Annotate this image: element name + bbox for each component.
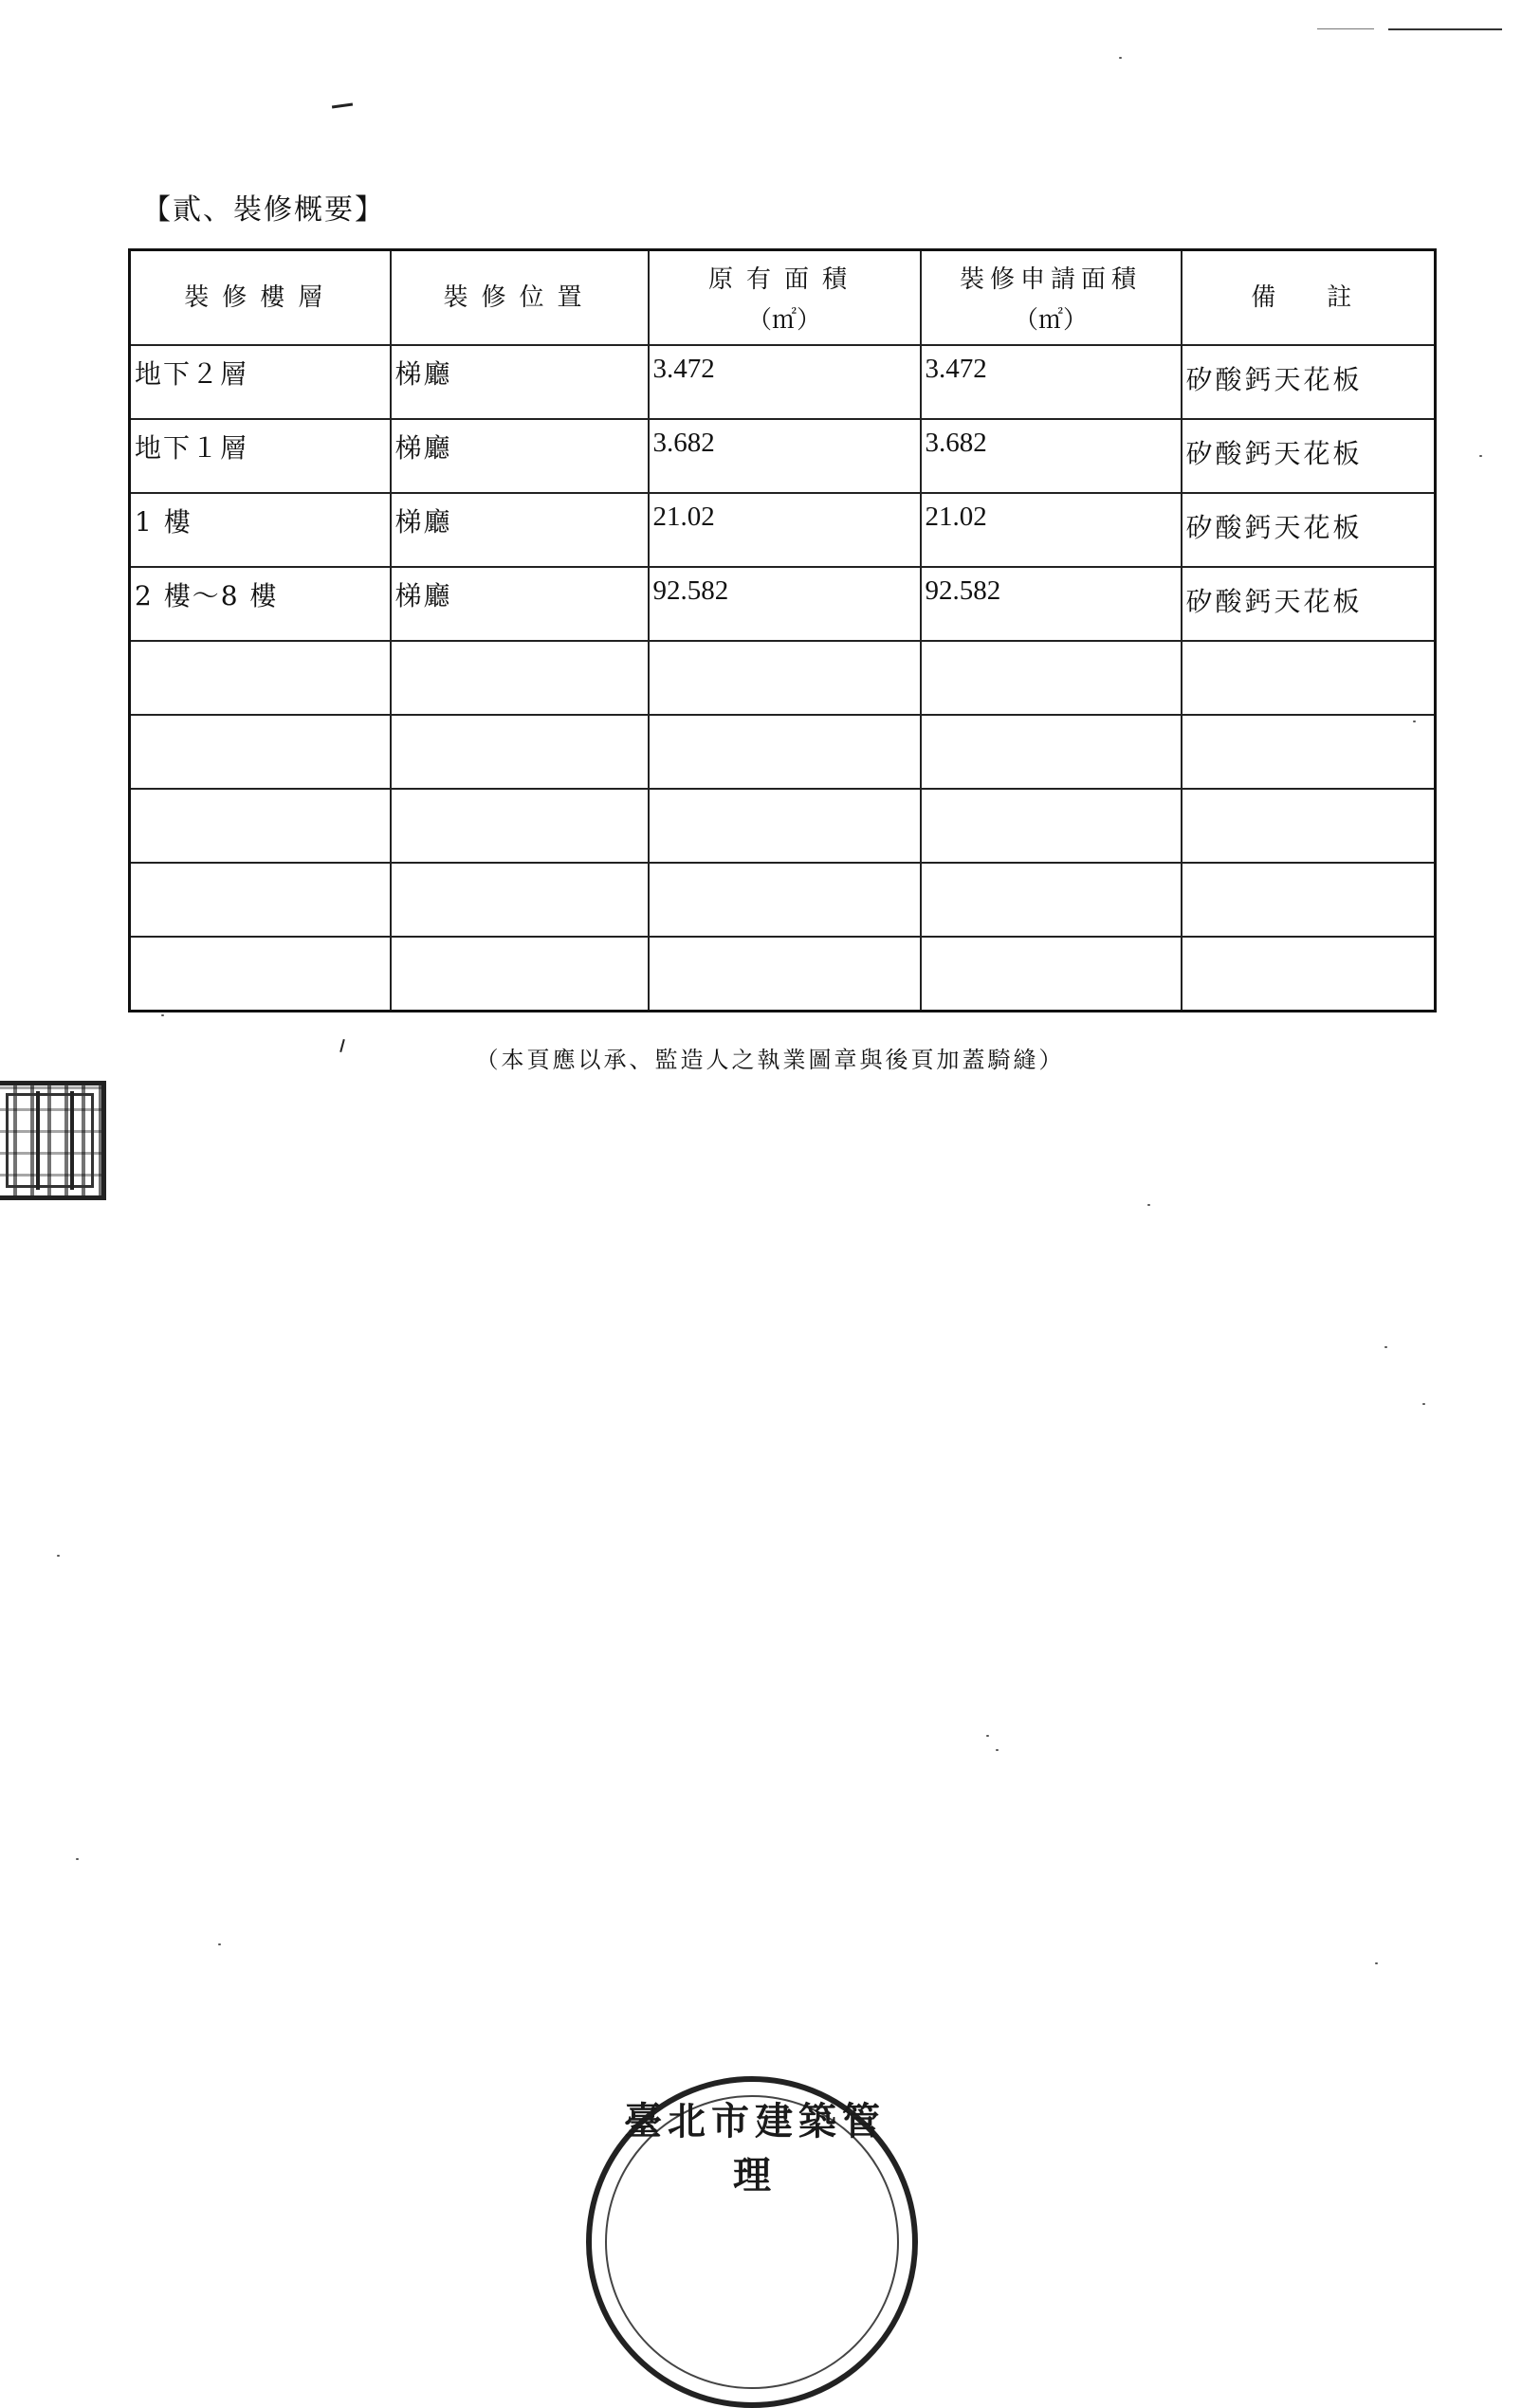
table-row [130,863,1436,937]
cell-location-text: 梯廳 [394,506,452,538]
cell-location [391,863,649,937]
table-row [130,493,1436,567]
cell-original-area-text: 92.582 [652,575,729,606]
scan-speck [1422,1403,1425,1405]
cell-original-area-text: 3.472 [652,354,715,384]
cell-applied-area-text [922,864,1181,871]
scan-speck [1413,721,1416,722]
scan-speck [161,1014,164,1016]
cell-original-area-text [650,938,920,945]
cell-original-area-text [650,642,920,649]
scan-speck [996,1749,999,1751]
cell-note [1182,715,1436,789]
cell-applied-area [921,863,1182,937]
table-row [130,715,1436,789]
cell-location [391,419,649,493]
header-floor: 裝修樓層 [130,250,391,346]
header-original-area: 原有面積 （㎡） [649,250,921,346]
cell-applied-area [921,715,1182,789]
cell-note-text [1182,716,1435,729]
cell-floor [130,863,391,937]
cell-note-text: 矽酸鈣天花板 [1185,364,1363,395]
cell-applied-area [921,493,1182,567]
cell-applied-area-text: 92.582 [925,575,1001,606]
header-note: 備 註 [1182,250,1436,346]
cell-floor-text [131,790,390,797]
scan-edge-line [1388,28,1502,30]
cell-note-text [1182,790,1435,803]
cell-applied-area [921,937,1182,1012]
cell-location [391,567,649,641]
cell-original-area [649,493,921,567]
cell-original-area [649,567,921,641]
cell-floor-text: 地下２層 [135,358,249,390]
cell-floor [130,419,391,493]
scan-speck [57,1555,60,1557]
cell-original-area-text [650,864,920,871]
cell-location-text [392,716,648,723]
cell-note [1182,345,1436,419]
cell-original-area [649,789,921,863]
cell-floor-text [131,716,390,723]
cell-original-area-text [650,790,920,797]
cell-floor-text: 2 樓～8 樓 [135,580,279,611]
scan-mark [332,102,353,108]
cell-applied-area-text: 3.682 [925,428,987,458]
cell-floor-text: 地下１層 [135,432,249,464]
table-row [130,937,1436,1012]
cell-note-text: 矽酸鈣天花板 [1185,586,1363,617]
scan-speck [1384,1346,1387,1348]
cell-note [1182,641,1436,715]
cell-note-text: 矽酸鈣天花板 [1185,438,1363,469]
cell-applied-area [921,345,1182,419]
scan-speck [1375,1962,1378,1964]
cell-original-area-text: 3.682 [652,428,715,458]
cell-location [391,937,649,1012]
scan-speck [1479,455,1482,457]
cell-location [391,345,649,419]
cell-floor [130,715,391,789]
table-row [130,419,1436,493]
scan-edge-line [1317,28,1374,29]
cell-location [391,789,649,863]
table-row [130,641,1436,715]
table-header-row [130,250,1436,346]
cell-original-area-text [650,716,920,723]
cell-location-text: 梯廳 [394,580,452,611]
cell-applied-area-text [922,716,1181,723]
cell-floor [130,567,391,641]
cell-floor [130,493,391,567]
cell-applied-area-text: 3.472 [925,354,987,384]
cell-floor-text: 1 樓 [135,506,192,538]
cell-location-text [392,864,648,871]
table-row [130,345,1436,419]
scan-speck [1147,1204,1150,1206]
cell-original-area [649,419,921,493]
cell-note [1182,863,1436,937]
stamp-text: 臺北市建築管理 [624,2099,886,2198]
scan-speck [76,1858,79,1860]
cell-original-area [649,863,921,937]
scan-speck [986,1735,989,1737]
cell-location-text [392,938,648,945]
cell-location [391,641,649,715]
cell-note [1182,789,1436,863]
cell-note [1182,937,1436,1012]
cell-floor-text [131,864,390,871]
scan-speck [1119,57,1122,59]
cell-location [391,493,649,567]
cell-floor-text [131,642,390,649]
cell-note-text [1182,864,1435,877]
cell-applied-area-text [922,790,1181,797]
cell-floor-text [131,938,390,945]
cell-location-text [392,642,648,649]
cell-note [1182,493,1436,567]
table-row [130,789,1436,863]
cell-original-area [649,641,921,715]
cell-applied-area [921,419,1182,493]
footnote: （本頁應以承、監造人之執業圖章與後頁加蓋騎縫） [475,1047,1065,1073]
cell-applied-area-text: 21.02 [925,502,987,532]
cell-note-text [1182,642,1435,655]
cell-applied-area-text [922,938,1181,945]
cell-applied-area-text [922,642,1181,649]
cell-original-area [649,345,921,419]
cell-location [391,715,649,789]
cell-floor [130,937,391,1012]
cell-floor [130,641,391,715]
architect-seal-stamp [0,1081,106,1200]
cell-location-text: 梯廳 [394,432,452,464]
cell-location-text [392,790,648,797]
header-location: 裝修位置 [391,250,649,346]
cell-note [1182,567,1436,641]
cell-original-area-text: 21.02 [652,502,715,532]
cell-note [1182,419,1436,493]
cell-original-area [649,715,921,789]
cell-location-text: 梯廳 [394,358,452,390]
cell-floor [130,789,391,863]
cell-note-text: 矽酸鈣天花板 [1185,512,1363,543]
cell-note-text [1182,938,1435,951]
cell-original-area [649,937,921,1012]
cell-floor [130,345,391,419]
section-title: 【貳、裝修概要】 [142,193,385,227]
header-applied-area: 裝修申請面積 （㎡） [921,250,1182,346]
cell-applied-area [921,641,1182,715]
cell-applied-area [921,567,1182,641]
table-row [130,567,1436,641]
cell-applied-area [921,789,1182,863]
scan-speck [218,1943,221,1945]
renovation-summary-table [128,248,1437,1012]
